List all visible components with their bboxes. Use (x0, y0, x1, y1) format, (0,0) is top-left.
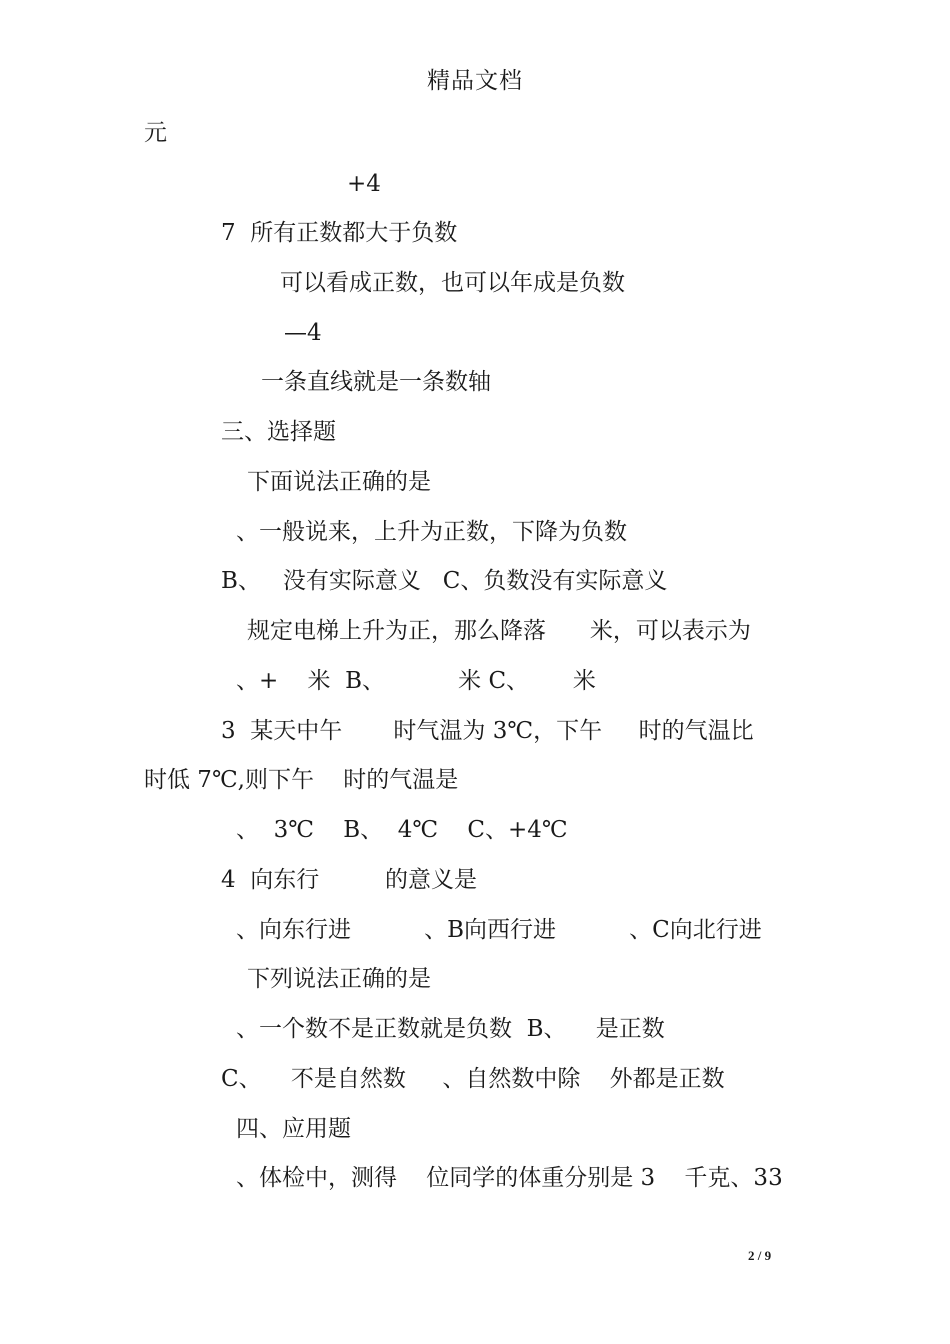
text-line: 7 所有正数都大于负数 (221, 220, 458, 246)
text-line: 规定电梯上升为正，那么降落 米，可以表示为 (247, 618, 751, 644)
text-line: 、 3℃ B、 4℃ C、+4℃ (236, 817, 568, 843)
text-line: 、一个数不是正数就是负数 B、 是正数 (236, 1016, 665, 1042)
text-line: 一条直线就是一条数轴 (261, 369, 491, 395)
text-line: 下面说法正确的是 (247, 469, 431, 495)
text-line: 下列说法正确的是 (247, 966, 431, 992)
text-line: 可以看成正数，也可以年成是负数 (280, 270, 625, 296)
text-line: 元 (144, 120, 167, 146)
text-line: 、体检中，测得 位同学的体重分别是 3 千克、33 (236, 1165, 783, 1191)
text-line: 、一般说来，上升为正数，下降为负数 (236, 519, 627, 545)
text-line: C、 不是自然数 、自然数中除 外都是正数 (221, 1066, 725, 1092)
section-heading: 四、应用题 (236, 1116, 351, 1142)
text-line: 时低 7℃,则下午 时的气温是 (144, 767, 459, 793)
text-line: 3 某天中午 时气温为 3℃，下午 时的气温比 (221, 718, 754, 744)
text-line: +4 (347, 171, 381, 197)
page-number: 2 / 9 (748, 1248, 772, 1263)
text-line: —4 (284, 320, 322, 346)
page-header: 精品文档 (427, 68, 523, 94)
text-line: B、 没有实际意义 C、负数没有实际意义 (221, 568, 668, 594)
text-line: 4 向东行 的意义是 (221, 867, 478, 893)
section-heading: 三、选择题 (221, 419, 336, 445)
text-line: 、向东行进 、B向西行进 、C向北行进 (236, 917, 762, 943)
text-line: 、+ 米 B、 米 C、 米 (236, 668, 596, 694)
